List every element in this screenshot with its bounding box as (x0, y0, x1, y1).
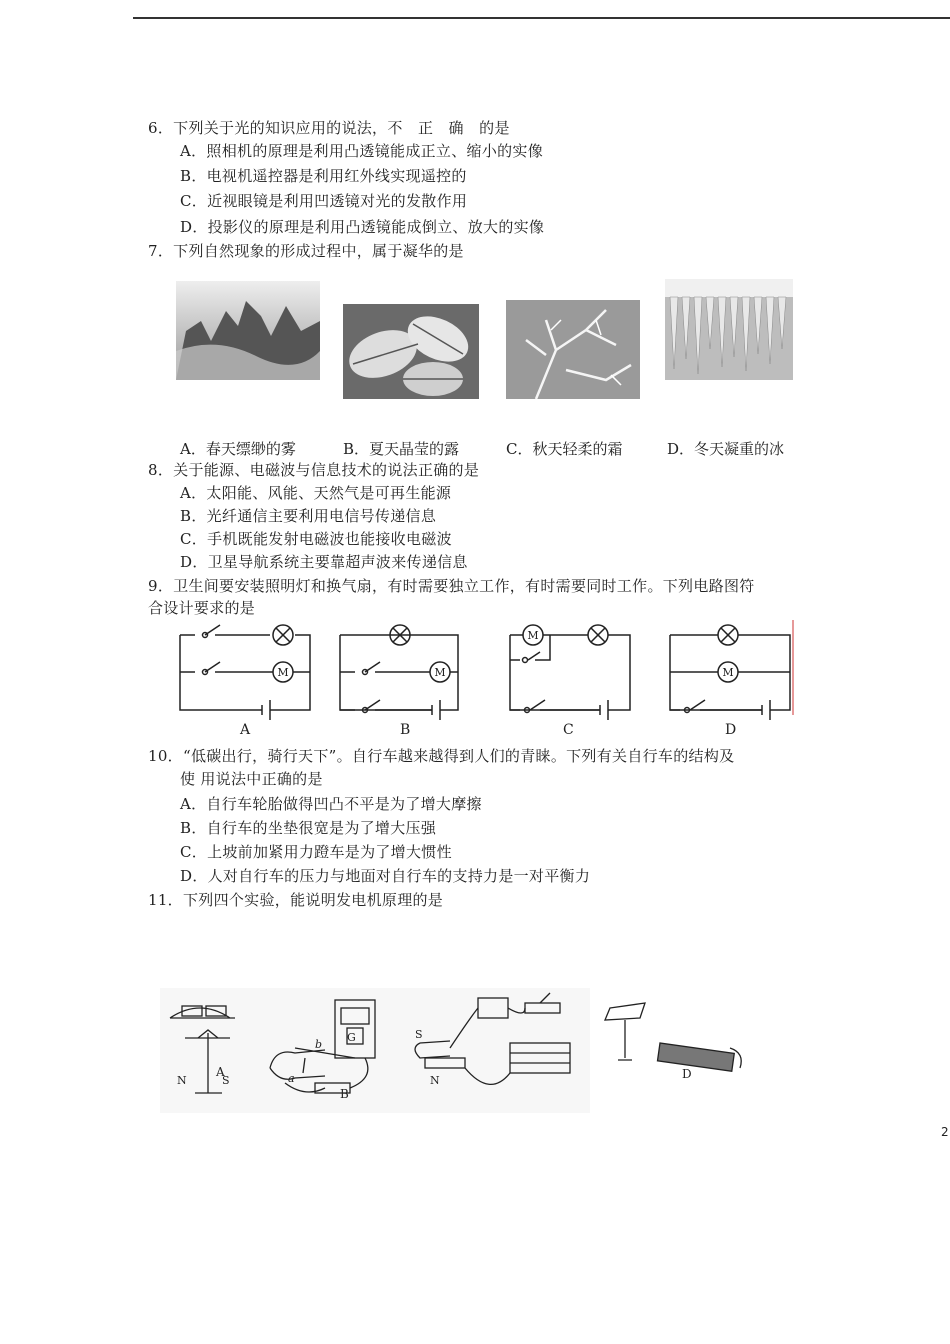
q10-option-b: B．自行车的坐垫很宽是为了增大压强 (180, 819, 437, 837)
q10-option-a: A．自行车轮胎做得凹凸不平是为了增大摩擦 (180, 795, 482, 813)
circuit-a (180, 625, 310, 720)
circuit-label-c: C (563, 722, 574, 738)
fig-b-a: a (288, 1072, 295, 1085)
header-rule (133, 17, 950, 19)
q7-caption-d: D．冬天凝重的冰 (667, 440, 785, 458)
fig-a-s: S (222, 1074, 230, 1087)
q10-stem-line1: 10．“低碳出行，骑行天下”。自行车越来越得到人们的青睐。下列有关自行车的结构及 (148, 747, 735, 765)
page-number: 2 (941, 1125, 949, 1139)
q8-option-c: C．手机既能发射电磁波也能接收电磁波 (180, 530, 452, 548)
fig-a-n: N (177, 1074, 187, 1087)
frost-branch-photo (506, 300, 640, 399)
circuit-b-motor-m: M (434, 666, 446, 679)
q11-experiment-figures (160, 988, 750, 1113)
circuit-d-motor-m: M (722, 666, 734, 679)
fig-d-label: D (682, 1067, 692, 1081)
circuit-label-a: A (240, 722, 251, 738)
fig-b-g: G (347, 1031, 356, 1044)
figure-d-magnet (605, 1003, 741, 1071)
q6-stem: 6．下列关于光的知识应用的说法，不 正 确 的是 (148, 119, 510, 137)
q6-option-a: A．照相机的原理是利用凸透镜能成正立、缩小的实像 (180, 142, 544, 160)
fig-c-s: S (415, 1028, 423, 1041)
q10-stem-line2: 使 用说法中正确的是 (180, 770, 323, 788)
q7-stem: 7．下列自然现象的形成过程中，属于凝华的是 (148, 242, 464, 260)
fog-photo (176, 281, 320, 380)
q6-option-b: B．电视机遥控器是利用红外线实现遥控的 (180, 167, 467, 185)
q8-option-a: A．太阳能、风能、天然气是可再生能源 (180, 484, 452, 502)
q11-stem: 11．下列四个实验，能说明发电机原理的是 (148, 891, 444, 909)
q10-option-d: D．人对自行车的压力与地面对自行车的支持力是一对平衡力 (180, 867, 591, 885)
circuit-a-motor-m1: M (277, 666, 289, 679)
q9-circuit-diagrams (170, 620, 800, 720)
q6-option-d: D．投影仪的原理是利用凸透镜能成倒立、放大的实像 (180, 218, 545, 236)
fig-a-label: A (216, 1065, 225, 1079)
circuit-label-b: B (400, 722, 411, 738)
q7-caption-c: C．秋天轻柔的霜 (506, 440, 623, 458)
fig-c-n: N (430, 1074, 440, 1087)
circuit-label-d: D (725, 722, 737, 738)
q7-caption-a: A．春天缥缈的雾 (180, 440, 296, 458)
dew-leaf-photo (343, 304, 479, 399)
q9-stem-line1: 9．卫生间要安装照明灯和换气扇，有时需要独立工作，有时需要同时工作。下列电路图符 (148, 577, 755, 595)
q6-option-c: C．近视眼镜是利用凹透镜对光的发散作用 (180, 192, 468, 210)
circuit-c-motor-m: M (527, 629, 539, 642)
q8-option-d: D．卫星导航系统主要靠超声波来传递信息 (180, 553, 468, 571)
icicles-photo (665, 279, 793, 380)
q7-caption-b: B．夏天晶莹的露 (343, 440, 460, 458)
q10-option-c: C．上坡前加紧用力蹬车是为了增大惯性 (180, 843, 452, 861)
q8-stem: 8．关于能源、电磁波与信息技术的说法正确的是 (148, 461, 480, 479)
fig-b-label: B (340, 1087, 349, 1101)
fig-b-b: b (315, 1038, 323, 1051)
q8-option-b: B．光纤通信主要利用电信号传递信息 (180, 507, 437, 525)
q9-stem-line2: 合设计要求的是 (148, 599, 256, 617)
